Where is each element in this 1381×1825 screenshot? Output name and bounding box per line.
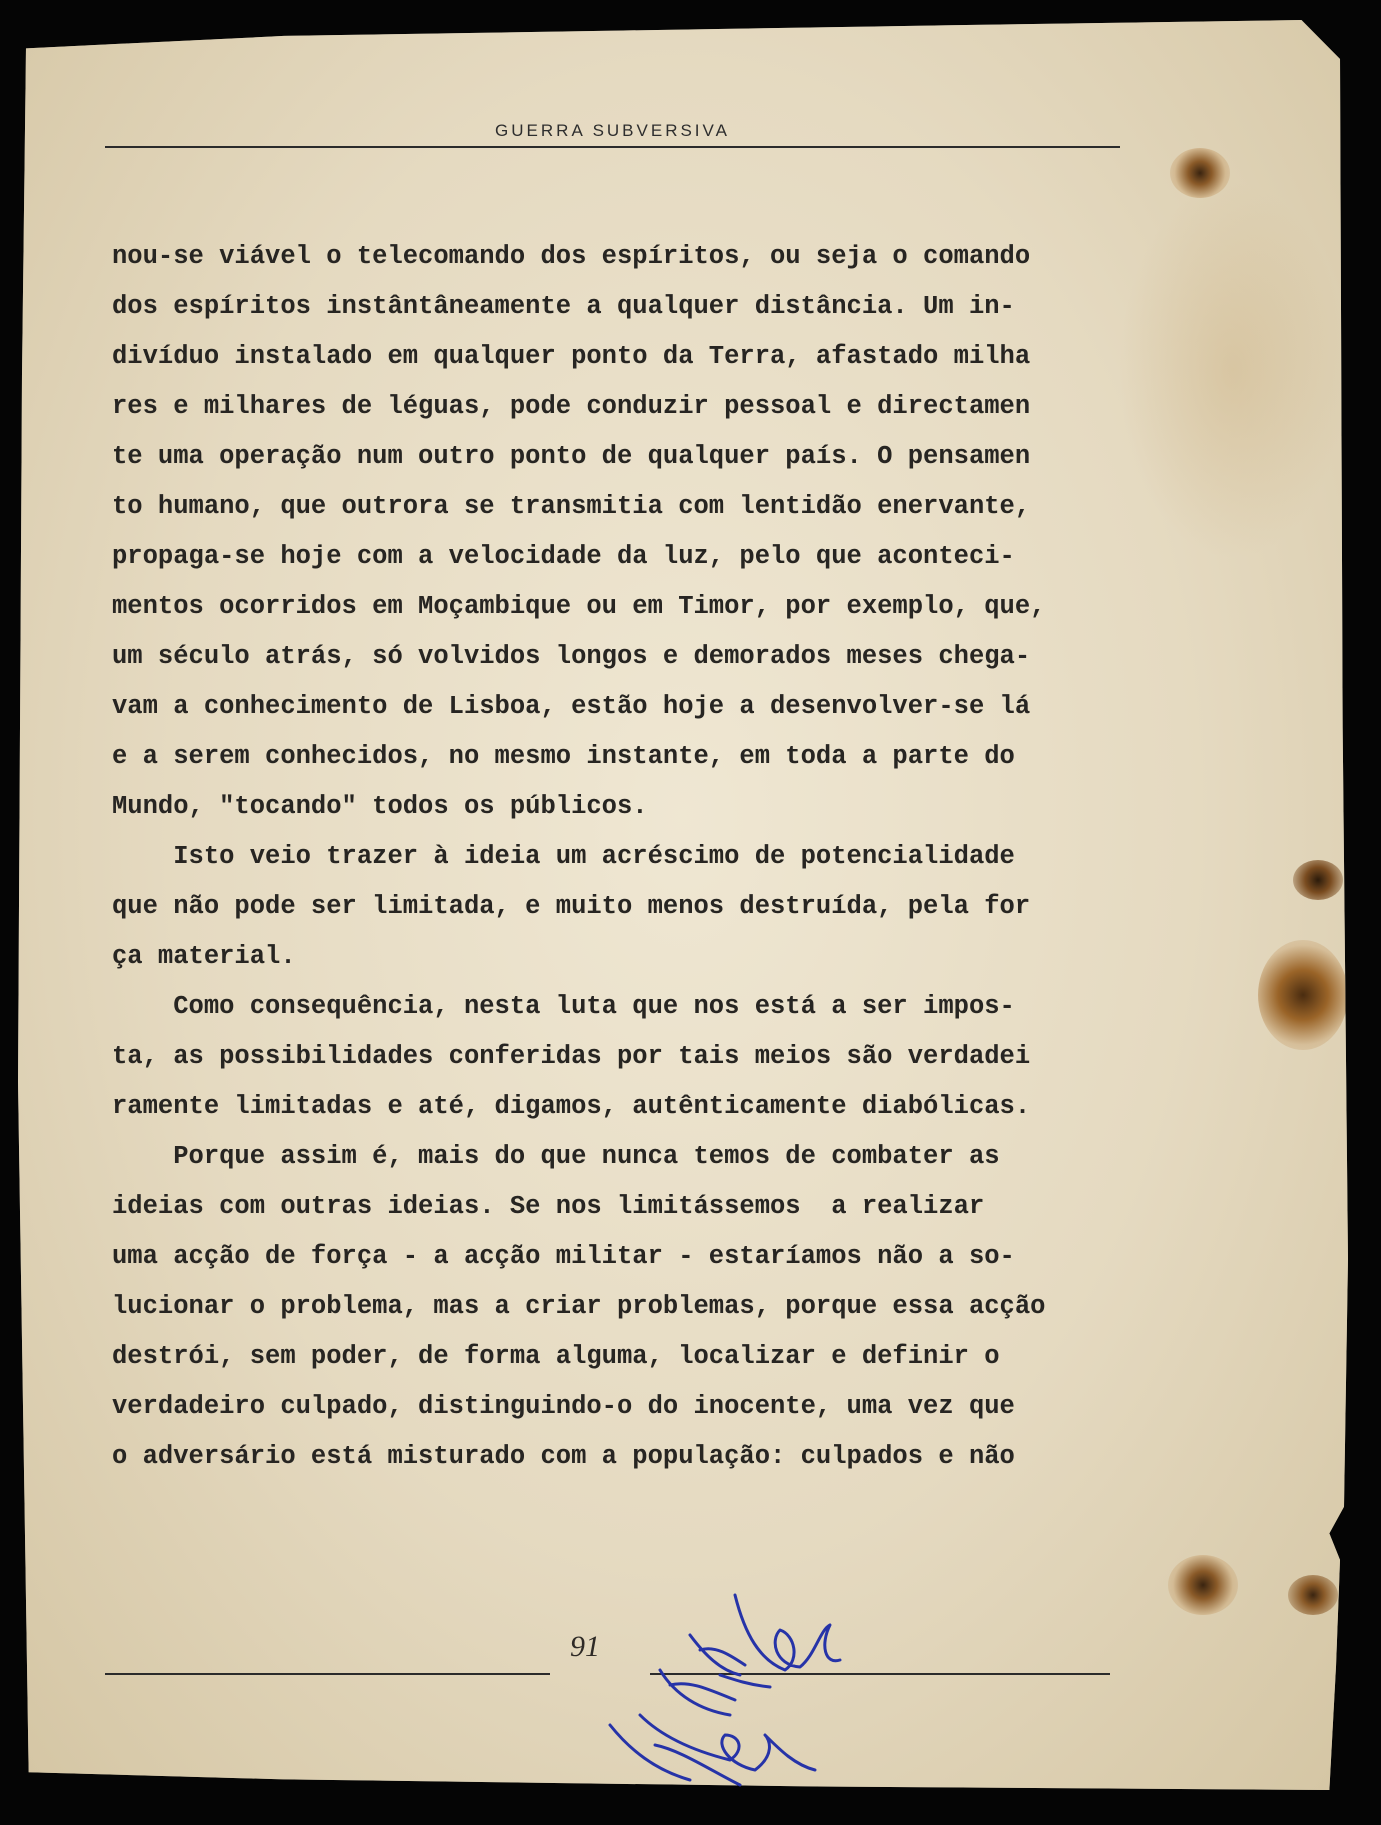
text-line: lucionar o problema, mas a criar problemas, porque essa acção	[112, 1292, 1046, 1321]
text-line: Isto veio trazer à ideia um acréscimo de potencialidade	[112, 842, 1015, 871]
text-line: ramente limitadas e até, digamos, autênticamente diabólicas.	[112, 1092, 1031, 1121]
rust-stain	[1293, 860, 1343, 900]
header-title: GUERRA SUBVERSIVA	[495, 121, 730, 140]
text-line: o adversário está misturado com a população: culpados e não	[112, 1442, 1015, 1471]
text-line: divíduo instalado em qualquer ponto da Terra, afastado milha	[112, 342, 1031, 371]
text-line: ideias com outras ideias. Se nos limitássemos a realizar	[112, 1192, 985, 1221]
text-line: verdadeiro culpado, distinguindo-o do inocente, uma vez que	[112, 1392, 1015, 1421]
text-line: vam a conhecimento de Lisboa, estão hoje a desenvolver-se lá	[112, 692, 1031, 721]
running-header	[105, 121, 1120, 151]
text-line: to humano, que outrora se transmitia com lentidão enervante,	[112, 492, 1031, 521]
text-line: uma acção de força - a acção militar - estaríamos não a so-	[112, 1242, 1015, 1271]
page-number: 91	[570, 1630, 600, 1663]
footer-rule-left	[105, 1673, 550, 1675]
text-line: ta, as possibilidades conferidas por tais meios são verdadei	[112, 1042, 1031, 1071]
text-line: destrói, sem poder, de forma alguma, localizar e definir o	[112, 1342, 1000, 1371]
body-text	[112, 232, 1137, 1482]
text-line: Como consequência, nesta luta que nos está a ser impos-	[112, 992, 1015, 1021]
handwritten-signature	[570, 1575, 890, 1795]
header-rule	[105, 146, 1120, 148]
text-line: um século atrás, só volvidos longos e demorados meses chega-	[112, 642, 1031, 671]
text-line: te uma operação num outro ponto de qualquer país. O pensamen	[112, 442, 1031, 471]
rust-stain	[1288, 1575, 1338, 1615]
text-line: e a serem conhecidos, no mesmo instante, em toda a parte do	[112, 742, 1015, 771]
rust-stain	[1168, 1555, 1238, 1615]
rust-stain	[1258, 940, 1348, 1050]
age-discoloration	[1118, 180, 1348, 560]
text-line: ça material.	[112, 942, 296, 971]
text-line: propaga-se hoje com a velocidade da luz, pelo que aconteci-	[112, 542, 1015, 571]
text-line: Porque assim é, mais do que nunca temos de combater as	[112, 1142, 1000, 1171]
text-line: mentos ocorridos em Moçambique ou em Timor, por exemplo, que,	[112, 592, 1046, 621]
text-line: res e milhares de léguas, pode conduzir pessoal e directamen	[112, 392, 1031, 421]
text-line: que não pode ser limitada, e muito menos destruída, pela for	[112, 892, 1031, 921]
text-line: Mundo, "tocando" todos os públicos.	[112, 792, 648, 821]
text-line: dos espíritos instântâneamente a qualquer distância. Um in-	[112, 292, 1015, 321]
text-line: nou-se viável o telecomando dos espíritos, ou seja o comando	[112, 242, 1031, 271]
